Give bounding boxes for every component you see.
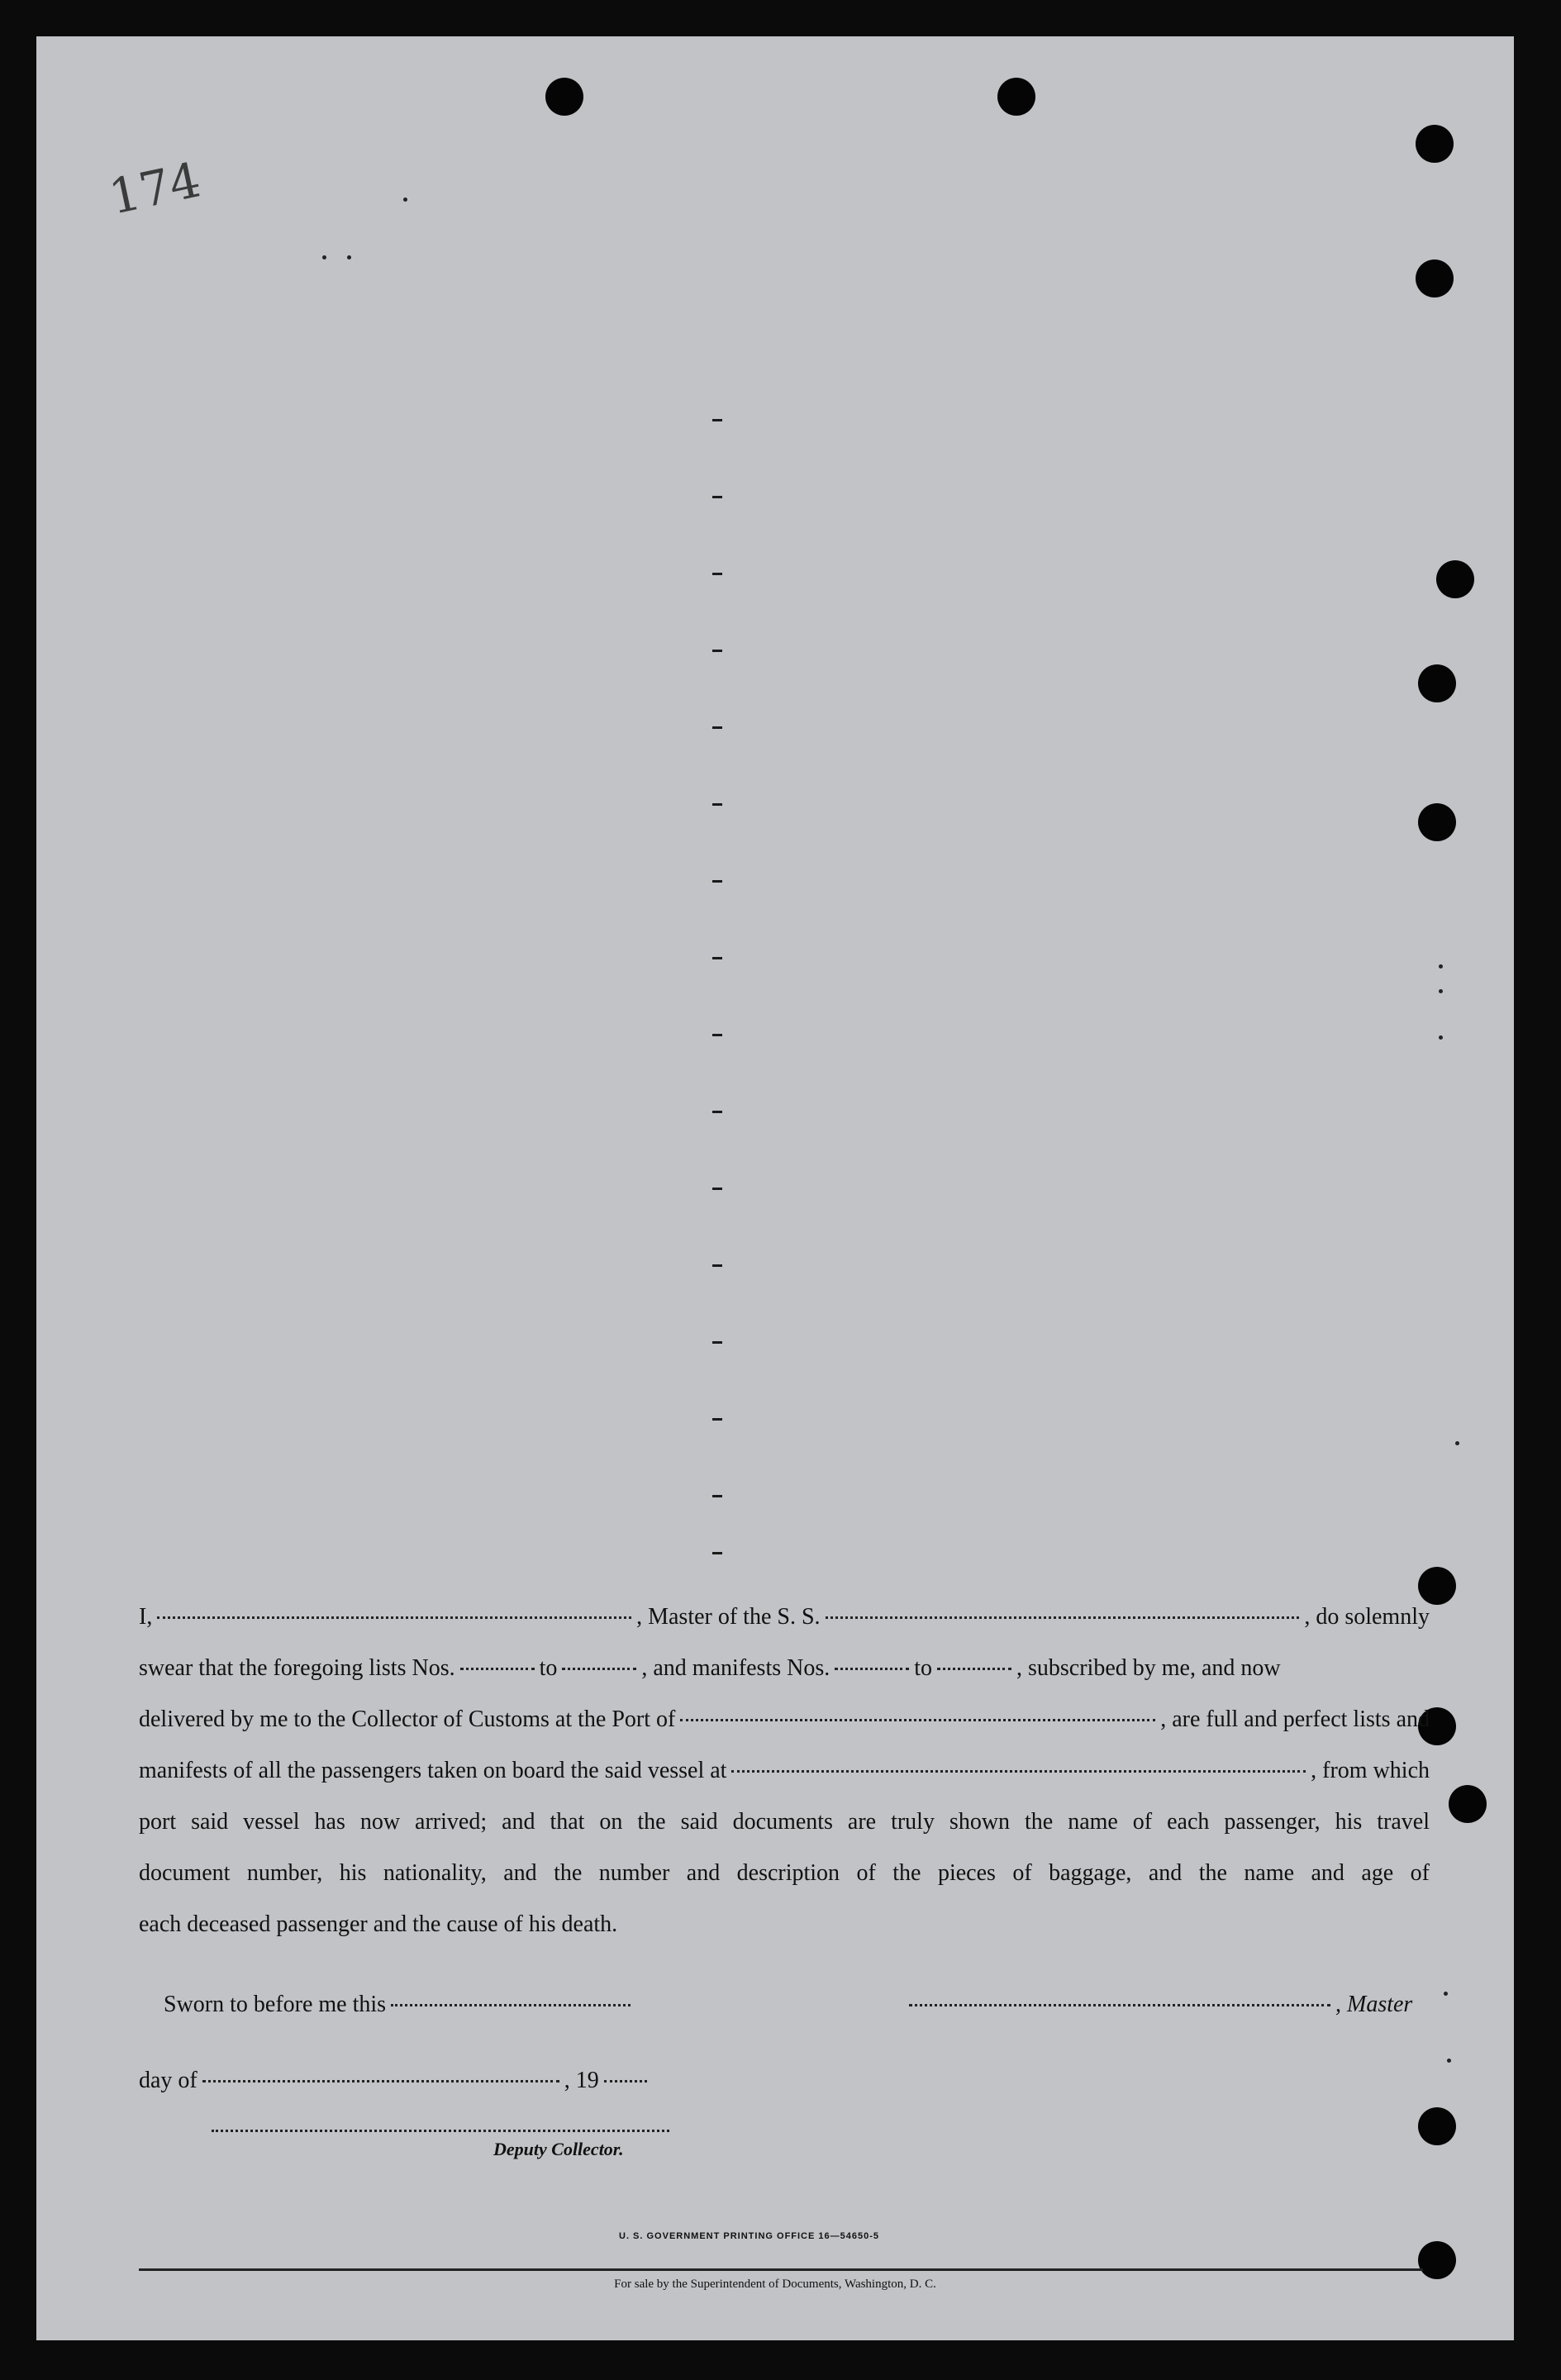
- speck: [1439, 989, 1443, 993]
- handwritten-page-number: 174: [104, 151, 206, 226]
- oath-line-4: [139, 1745, 1430, 1797]
- oath-line-2: [139, 1643, 1430, 1694]
- speck: [1447, 2059, 1451, 2063]
- tick-mark: [712, 1188, 722, 1190]
- tick-mark: [712, 1418, 722, 1421]
- oath-text: , from which: [1311, 1758, 1430, 1783]
- year-label: , 19: [564, 2068, 599, 2093]
- oath-text: , do solemnly: [1304, 1604, 1430, 1630]
- tick-mark: [712, 1111, 722, 1113]
- oath-text: to: [539, 1655, 558, 1681]
- oath-text: to: [914, 1655, 933, 1681]
- tick-mark: [712, 880, 722, 883]
- lists-to-field[interactable]: [562, 1668, 636, 1670]
- oath-text: I,: [139, 1604, 153, 1630]
- sworn-label: Sworn to before me this: [164, 1992, 387, 2017]
- binder-hole: [1436, 560, 1474, 598]
- tick-mark: [712, 1264, 722, 1267]
- day-month-field[interactable]: [202, 2080, 559, 2082]
- binder-hole: [1418, 2241, 1456, 2279]
- tick-mark: [712, 1495, 722, 1497]
- speck: [1444, 1992, 1448, 1996]
- tick-mark: [712, 573, 722, 575]
- tick-mark: [712, 496, 722, 498]
- deputy-collector-label: Deputy Collector.: [493, 2139, 624, 2159]
- oath-text: , and manifests Nos.: [641, 1655, 830, 1681]
- oath-text: , are full and perfect lists and: [1160, 1706, 1430, 1732]
- binder-hole: [1418, 803, 1456, 841]
- speck: [347, 255, 351, 259]
- oath-text: delivered by me to the Collector of Customs at the Port of: [139, 1706, 676, 1732]
- master-signature-line: [904, 1992, 1412, 2018]
- manifests-to-field[interactable]: [937, 1668, 1011, 1670]
- deputy-signature-field[interactable]: [212, 2130, 669, 2132]
- binder-hole: [1418, 664, 1456, 702]
- oath-line-7: each deceased passenger and the cause of his death.: [139, 1911, 618, 1937]
- sworn-line: [164, 1992, 635, 2018]
- oath-line-3: [139, 1694, 1430, 1745]
- tick-mark: [712, 1552, 722, 1554]
- document-page: [36, 36, 1514, 2340]
- day-line: [139, 2068, 652, 2094]
- binder-hole: [1416, 125, 1454, 163]
- binder-hole: [545, 78, 583, 116]
- year-field[interactable]: [604, 2080, 647, 2082]
- tick-mark: [712, 419, 722, 421]
- oath-text: manifests of all the passengers taken on board the said vessel at: [139, 1758, 727, 1783]
- binder-hole: [997, 78, 1035, 116]
- sworn-date-field[interactable]: [391, 2004, 631, 2006]
- vessel-name-field[interactable]: [826, 1616, 1300, 1619]
- footer-rule: [139, 2268, 1423, 2271]
- oath-text: , Master of the S. S.: [636, 1604, 821, 1630]
- binder-hole: [1418, 2107, 1456, 2145]
- tick-mark: [712, 1034, 722, 1036]
- speck: [403, 198, 407, 202]
- binder-hole: [1416, 259, 1454, 298]
- tick-mark: [712, 957, 722, 959]
- departure-port-field[interactable]: [731, 1770, 1306, 1773]
- binder-hole: [1449, 1785, 1487, 1823]
- oath-text: , subscribed by me, and now: [1016, 1655, 1281, 1681]
- oath-text: swear that the foregoing lists Nos.: [139, 1655, 455, 1681]
- lists-from-field[interactable]: [460, 1668, 535, 1670]
- master-label: , Master: [1335, 1992, 1413, 2017]
- speck: [1455, 1441, 1459, 1445]
- manifests-from-field[interactable]: [835, 1668, 909, 1670]
- tick-mark: [712, 1341, 722, 1344]
- tick-mark: [712, 650, 722, 652]
- port-field[interactable]: [680, 1719, 1155, 1721]
- master-name-field[interactable]: [157, 1616, 631, 1619]
- oath-line-5: port said vessel has now arrived; and that on the said documents are truly shown the name of each passenger, his travel: [139, 1809, 1430, 1835]
- master-signature-field[interactable]: [909, 2004, 1330, 2006]
- speck: [322, 255, 326, 259]
- tick-mark: [712, 803, 722, 806]
- speck: [1439, 1035, 1443, 1040]
- printer-imprint: U. S. GOVERNMENT PRINTING OFFICE 16—54650-5: [619, 2231, 880, 2241]
- speck: [1439, 964, 1443, 969]
- oath-paragraph: [139, 1592, 1430, 1950]
- oath-line-1: [139, 1592, 1430, 1643]
- tick-mark: [712, 726, 722, 729]
- day-label: day of: [139, 2068, 198, 2093]
- sale-notice: For sale by the Superintendent of Documents, Washington, D. C.: [614, 2278, 936, 2291]
- oath-line-6: document number, his nationality, and the number and description of the pieces of baggage, and the name and age of: [139, 1860, 1430, 1886]
